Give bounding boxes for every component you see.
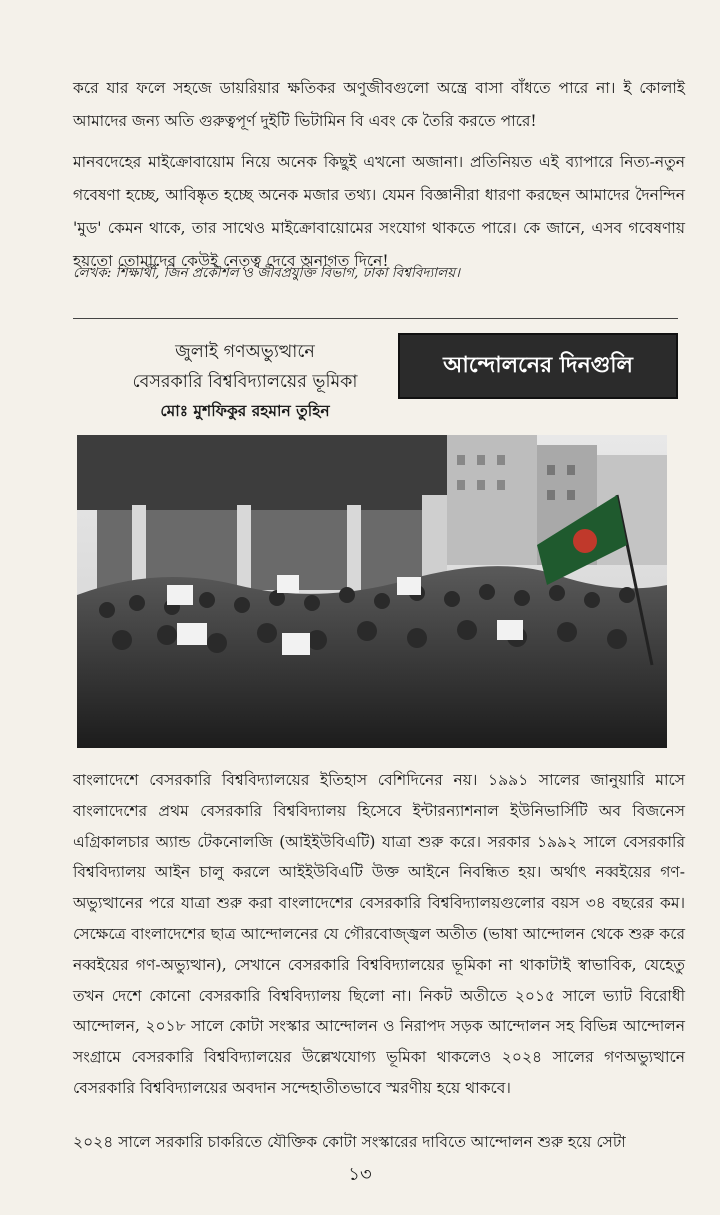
article-author: মোঃ মুশফিকুর রহমান তুহিন — [160, 401, 330, 420]
page-number: ১৩ — [348, 1164, 372, 1185]
section-divider — [73, 318, 678, 319]
paragraph-quota-movement: ২০২৪ সালে সরকারি চাকরিতে যৌক্তিক কোটা সংস্কারের দাবিতে আন্দোলন শুরু হয়ে সেটা — [73, 1133, 626, 1151]
article-title-line1: জুলাই গণঅভ্যুত্থানে — [175, 342, 315, 362]
paragraph-private-university-history: বাংলাদেশে বেসরকারি বিশ্ববিদ্যালয়ের ইতিহাস বেশিদিনের নয়। ১৯৯১ সালের জানুয়ারি মাসে বাংলাদেশের প্রথম বেসরকারি বিশ্ববিদ্যালয় হিসেবে ইন্টারন্যাশনাল ইউনিভার্সিটি অব বিজনেস এগ্রিকালচার অ্যান্ড টেকনোলজি (আইইউবিএটি) যাত্রা শুরু করে। সরকার ১৯৯২ সালে বেসরকারি বিশ্ববিদ্যালয় আইন চালু করলে আইইউবিএটি উক্ত আইনে নিবন্ধিত হয়। অর্থাৎ নব্বইয়ের গণ-অভ্যুত্থানের পরে যাত্রা শুরু করা বাংলাদেশের বেসরকারি বিশ্ববিদ্যালয়গুলোর বয়স ৩৪ বছরের কম। সেক্ষেত্রে বাংলাদেশের ছাত্র আন্দোলনের যে গৌরবোজ্জ্বল অতীত (ভাষা আন্দোলন থেকে শুরু করে নব্বইয়ের গণ-অভ্যুত্থান), সেখানে বেসরকারি বিশ্ববিদ্যালয়ের ভূমিকা না থাকাটাই স্বাভাবিক, যেহেতু তখন দেশে কোনো বেসরকারি বিশ্ববিদ্যালয় ছিলো না। নিকট অতীতে ২০১৫ সালে ভ্যাট বিরোধী আন্দোলন, ২০১৮ সালে কোটা সংস্কার আন্দোলন ও নিরাপদ সড়ক আন্দোলন সহ বিভিন্ন আন্দোলন সংগ্রামে বেসরকারি বিশ্ববিদ্যালয়ের উল্লেখযোগ্য ভূমিকা থাকলেও ২০২৪ সালের গণঅভ্যুত্থানে বেসরকারি বিশ্ববিদ্যালয়ের অবদান সন্দেহাতীতভাবে স্মরণীয় হয়ে থাকবে। — [73, 771, 685, 1097]
campus-building — [77, 435, 447, 595]
paragraph-microbiome: মানবদেহের মাইক্রোবায়োম নিয়ে অনেক কিছুই এখনো অজানা। প্রতিনিয়ত এই ব্যাপারে নিত্য-নতুন গবেষণা হচ্ছে, আবিষ্কৃত হচ্ছে অনেক মজার তথ্য। যেমন বিজ্ঞানীরা ধারণা করছেন আমাদের দৈনন্দিন 'মুড' কেমন থাকে, তার সাথেও মাইক্রোবায়োমের সংযোগ থাকতে পারে। কে জানে, এসব গবেষণায় হয়তো তোমাদের কেউই নেতৃত্ব দেবে অনাগত দিনে! — [73, 153, 685, 270]
crowd — [77, 566, 667, 748]
paragraph-intro-continued: করে যার ফলে সহজে ডায়রিয়ার ক্ষতিকর অণুজীবগুলো অন্ত্রে বাসা বাঁধতে পারে না। ই কোলাই আমাদের জন্য অতি গুরুত্বপূর্ণ দুইটি ভিটামিন বি এবং কে তৈরি করতে পারে! — [73, 79, 685, 130]
article-title-block — [100, 337, 390, 425]
article-title-line2: বেসরকারি বিশ্ববিদ্যালয়ের ভূমিকা — [132, 372, 358, 392]
protest-photo-illustration — [77, 435, 667, 748]
section-label: আন্দোলনের দিনগুলি — [443, 352, 633, 378]
section-label-box — [398, 333, 678, 399]
protest-photo — [77, 435, 667, 748]
previous-article-byline: লেখক: শিক্ষার্থী, জিন প্রকৌশল ও জীবপ্রযুক্তি বিভাগ, ঢাকা বিশ্ববিদ্যালয়। — [73, 265, 461, 281]
